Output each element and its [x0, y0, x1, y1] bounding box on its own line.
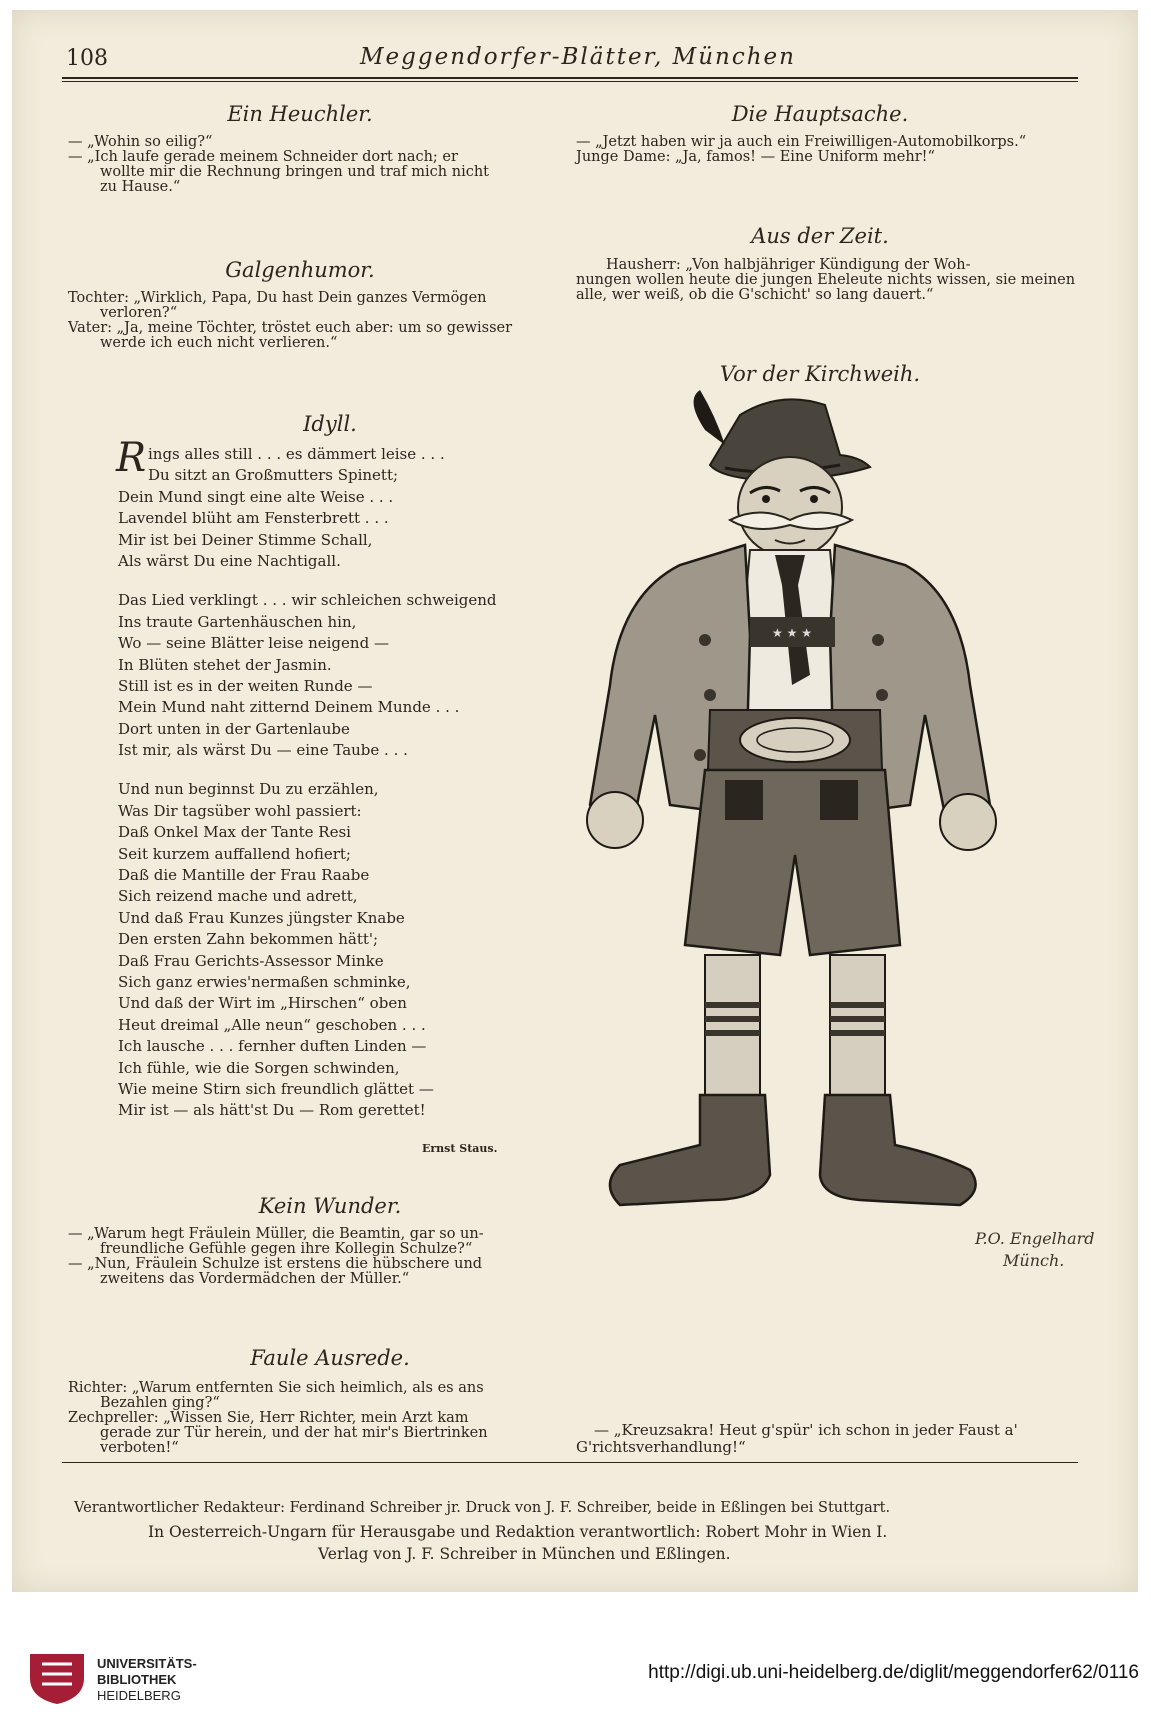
poem-line: Was Dir tagsüber wohl passiert: — [118, 801, 362, 820]
text-line: G'richtsverhandlung!“ — [576, 1438, 746, 1456]
text-line: werde ich euch nicht verlieren.“ — [100, 335, 338, 351]
poem-line: ings alles still . . . es dämmert leise . . . — [148, 445, 445, 463]
poem-line: Sich reizend mache und adrett, — [118, 887, 358, 906]
text-line: Vater: „Ja, meine Töchter, tröstet euch aber: um so gewisser — [68, 320, 513, 336]
text-line: — „Nun, Fräulein Schulze ist erstens die hübschere und — [68, 1256, 483, 1272]
poem-line: Mein Mund naht zitternd Deinem Munde . . . — [118, 698, 460, 717]
illustrator-signature — [975, 1228, 1095, 1272]
svg-text:★ ★ ★: ★ ★ ★ — [772, 626, 812, 640]
text-line: Richter: „Warum entfernten Sie sich heimlich, als es ans — [68, 1380, 484, 1396]
text-kein-wunder — [68, 1227, 484, 1287]
poem-line: Wie meine Stirn sich freundlich glättet — — [118, 1079, 434, 1098]
poem-line: Daß Frau Gerichts-Assessor Minke — [118, 951, 384, 970]
text-line: Hausherr: „Von halbjähriger Kündigung der Woh- — [606, 257, 971, 273]
text-line: alle, wer weiß, ob die G'schicht' so lang dauert.“ — [576, 287, 934, 303]
poem-line: Lavendel blüht am Fensterbrett . . . — [118, 509, 389, 528]
poem-line: Dein Mund singt eine alte Weise . . . — [118, 487, 394, 506]
poem-line: Als wärst Du eine Nachtigall. — [118, 551, 341, 570]
heading-kein-wunder: Kein Wunder. — [258, 1194, 402, 1218]
library-name-line: UNIVERSITÄTS- — [97, 1656, 197, 1671]
poem-line: Mir ist bei Deiner Stimme Schall, — [118, 530, 373, 549]
text-galgenhumor — [68, 291, 512, 351]
poem-line: In Blüten stehet der Jasmin. — [118, 655, 332, 674]
heading-galgenhumor: Galgenhumor. — [225, 258, 375, 282]
heading-vor-der-kirchweih: Vor der Kirchweih. — [719, 362, 921, 386]
header-rule-thin — [62, 81, 1078, 82]
text-line: Tochter: „Wirklich, Papa, Du hast Dein ganzes Vermögen — [68, 290, 487, 306]
caption-kirchweih — [576, 1422, 1018, 1456]
poem-line: Seit kurzem auffallend hofiert; — [118, 844, 351, 863]
text-line: gerade zur Tür herein, und der hat mir's Biertrinken — [100, 1425, 488, 1441]
text-die-hauptsache — [576, 135, 1026, 165]
library-name — [97, 1656, 197, 1704]
poem-line: Ist mir, als wärst Du — eine Taube . . . — [118, 741, 408, 760]
poem-stanza — [118, 590, 497, 761]
text-line: zu Hause.“ — [100, 179, 181, 195]
text-ein-heuchler — [68, 135, 489, 195]
poem-line: Das Lied verklingt . . . wir schleichen schweigend — [118, 591, 497, 610]
poem-line: Ins traute Gartenhäuschen hin, — [118, 612, 357, 631]
heading-ein-heuchler: Ein Heuchler. — [227, 102, 373, 126]
illustration-bavarian-man — [560, 385, 1090, 1340]
text-line: — „Wohin so eilig?“ — [68, 134, 213, 150]
poem-line: Dort unten in der Gartenlaube — [118, 719, 350, 738]
poem-line: Ich lausche . . . fernher duften Linden — — [118, 1037, 427, 1056]
poem-stanza — [118, 444, 497, 572]
university-seal-icon — [22, 1648, 92, 1706]
poem-line: Daß die Mantille der Frau Raabe — [118, 866, 370, 885]
text-line: nungen wollen heute die jungen Eheleute nichts wissen, sie meinen — [576, 272, 1076, 288]
text-line: Junge Dame: „Ja, famos! — Eine Uniform mehr!“ — [576, 149, 935, 165]
text-line: verloren?“ — [100, 305, 178, 321]
library-name-line: HEIDELBERG — [97, 1688, 181, 1703]
poem-idyll — [118, 444, 497, 1122]
footer-rule — [62, 1462, 1078, 1463]
poem-line: Daß Onkel Max der Tante Resi — [118, 823, 351, 842]
text-line: — „Warum hegt Fräulein Müller, die Beamtin, gar so un- — [68, 1226, 484, 1242]
text-line: freundliche Gefühle gegen ihre Kollegin Schulze?“ — [100, 1241, 473, 1257]
poem-line: Mir ist — als hätt'st Du — Rom gerettet! — [118, 1101, 426, 1120]
footer-line-austria: In Oesterreich-Ungarn für Herausgabe und Redaktion verantwortlich: Robert Mohr in Wien I. — [148, 1523, 888, 1541]
drop-cap: R — [116, 435, 147, 481]
poem-line: Heut dreimal „Alle neun“ geschoben . . . — [118, 1015, 426, 1034]
poem-line: Still ist es in der weiten Runde — — [118, 676, 373, 695]
text-line: — „Ich laufe gerade meinem Schneider dort nach; er — [68, 149, 458, 165]
page-title: Meggendorfer-Blätter, München — [360, 44, 796, 70]
signature-line: Münch. — [1003, 1251, 1065, 1270]
text-line: — „Jetzt haben wir ja auch ein Freiwilligen-Automobilkorps.“ — [576, 134, 1027, 150]
heading-idyll: Idyll. — [303, 412, 357, 436]
page-number: 108 — [66, 46, 108, 71]
text-line: verboten!“ — [100, 1440, 179, 1456]
text-aus-der-zeit — [576, 258, 1075, 303]
library-name-line: BIBLIOTHEK — [97, 1672, 177, 1687]
text-line: zweitens das Vordermädchen der Müller.“ — [100, 1271, 410, 1287]
poem-stanza — [118, 779, 497, 1121]
poem-line: Wo — seine Blätter leise neigend — — [118, 634, 389, 653]
text-line: Bezahlen ging?“ — [100, 1395, 220, 1411]
footer-line-publisher: Verlag von J. F. Schreiber in München und Eßlingen. — [318, 1545, 731, 1563]
text-line: Zechpreller: „Wissen Sie, Herr Richter, mein Arzt kam — [68, 1410, 469, 1426]
source-url-link[interactable]: http://digi.ub.uni-heidelberg.de/diglit/meggendorfer62/0116 — [648, 1662, 1139, 1683]
poem-line: Und daß Frau Kunzes jüngster Knabe — [118, 908, 405, 927]
heading-aus-der-zeit: Aus der Zeit. — [751, 224, 889, 248]
text-faule-ausrede — [68, 1381, 488, 1456]
heading-die-hauptsache: Die Hauptsache. — [731, 102, 909, 126]
poem-line: Ich fühle, wie die Sorgen schwinden, — [118, 1058, 400, 1077]
heading-faule-ausrede: Faule Ausrede. — [250, 1346, 410, 1370]
poem-line: Und nun beginnst Du zu erzählen, — [118, 780, 379, 799]
header-rule — [62, 77, 1078, 79]
poem-line: Den ersten Zahn bekommen hätt'; — [118, 930, 379, 949]
text-line: wollte mir die Rechnung bringen und traf mich nicht — [100, 164, 490, 180]
poem-author: Ernst Staus. — [422, 1142, 498, 1155]
footer-line-editor: Verantwortlicher Redakteur: Ferdinand Schreiber jr. Druck von J. F. Schreiber, beide in Eßlingen bei Stuttgart. — [74, 1500, 891, 1516]
signature-line: P.O. Engelhard — [975, 1229, 1095, 1248]
poem-line: Sich ganz erwies'nermaßen schminke, — [118, 972, 411, 991]
text-line: — „Kreuzsakra! Heut g'spür' ich schon in jeder Faust a' — [594, 1421, 1018, 1439]
poem-line: Du sitzt an Großmutters Spinett; — [148, 466, 399, 485]
poem-line: Und daß der Wirt im „Hirschen“ oben — [118, 994, 407, 1013]
